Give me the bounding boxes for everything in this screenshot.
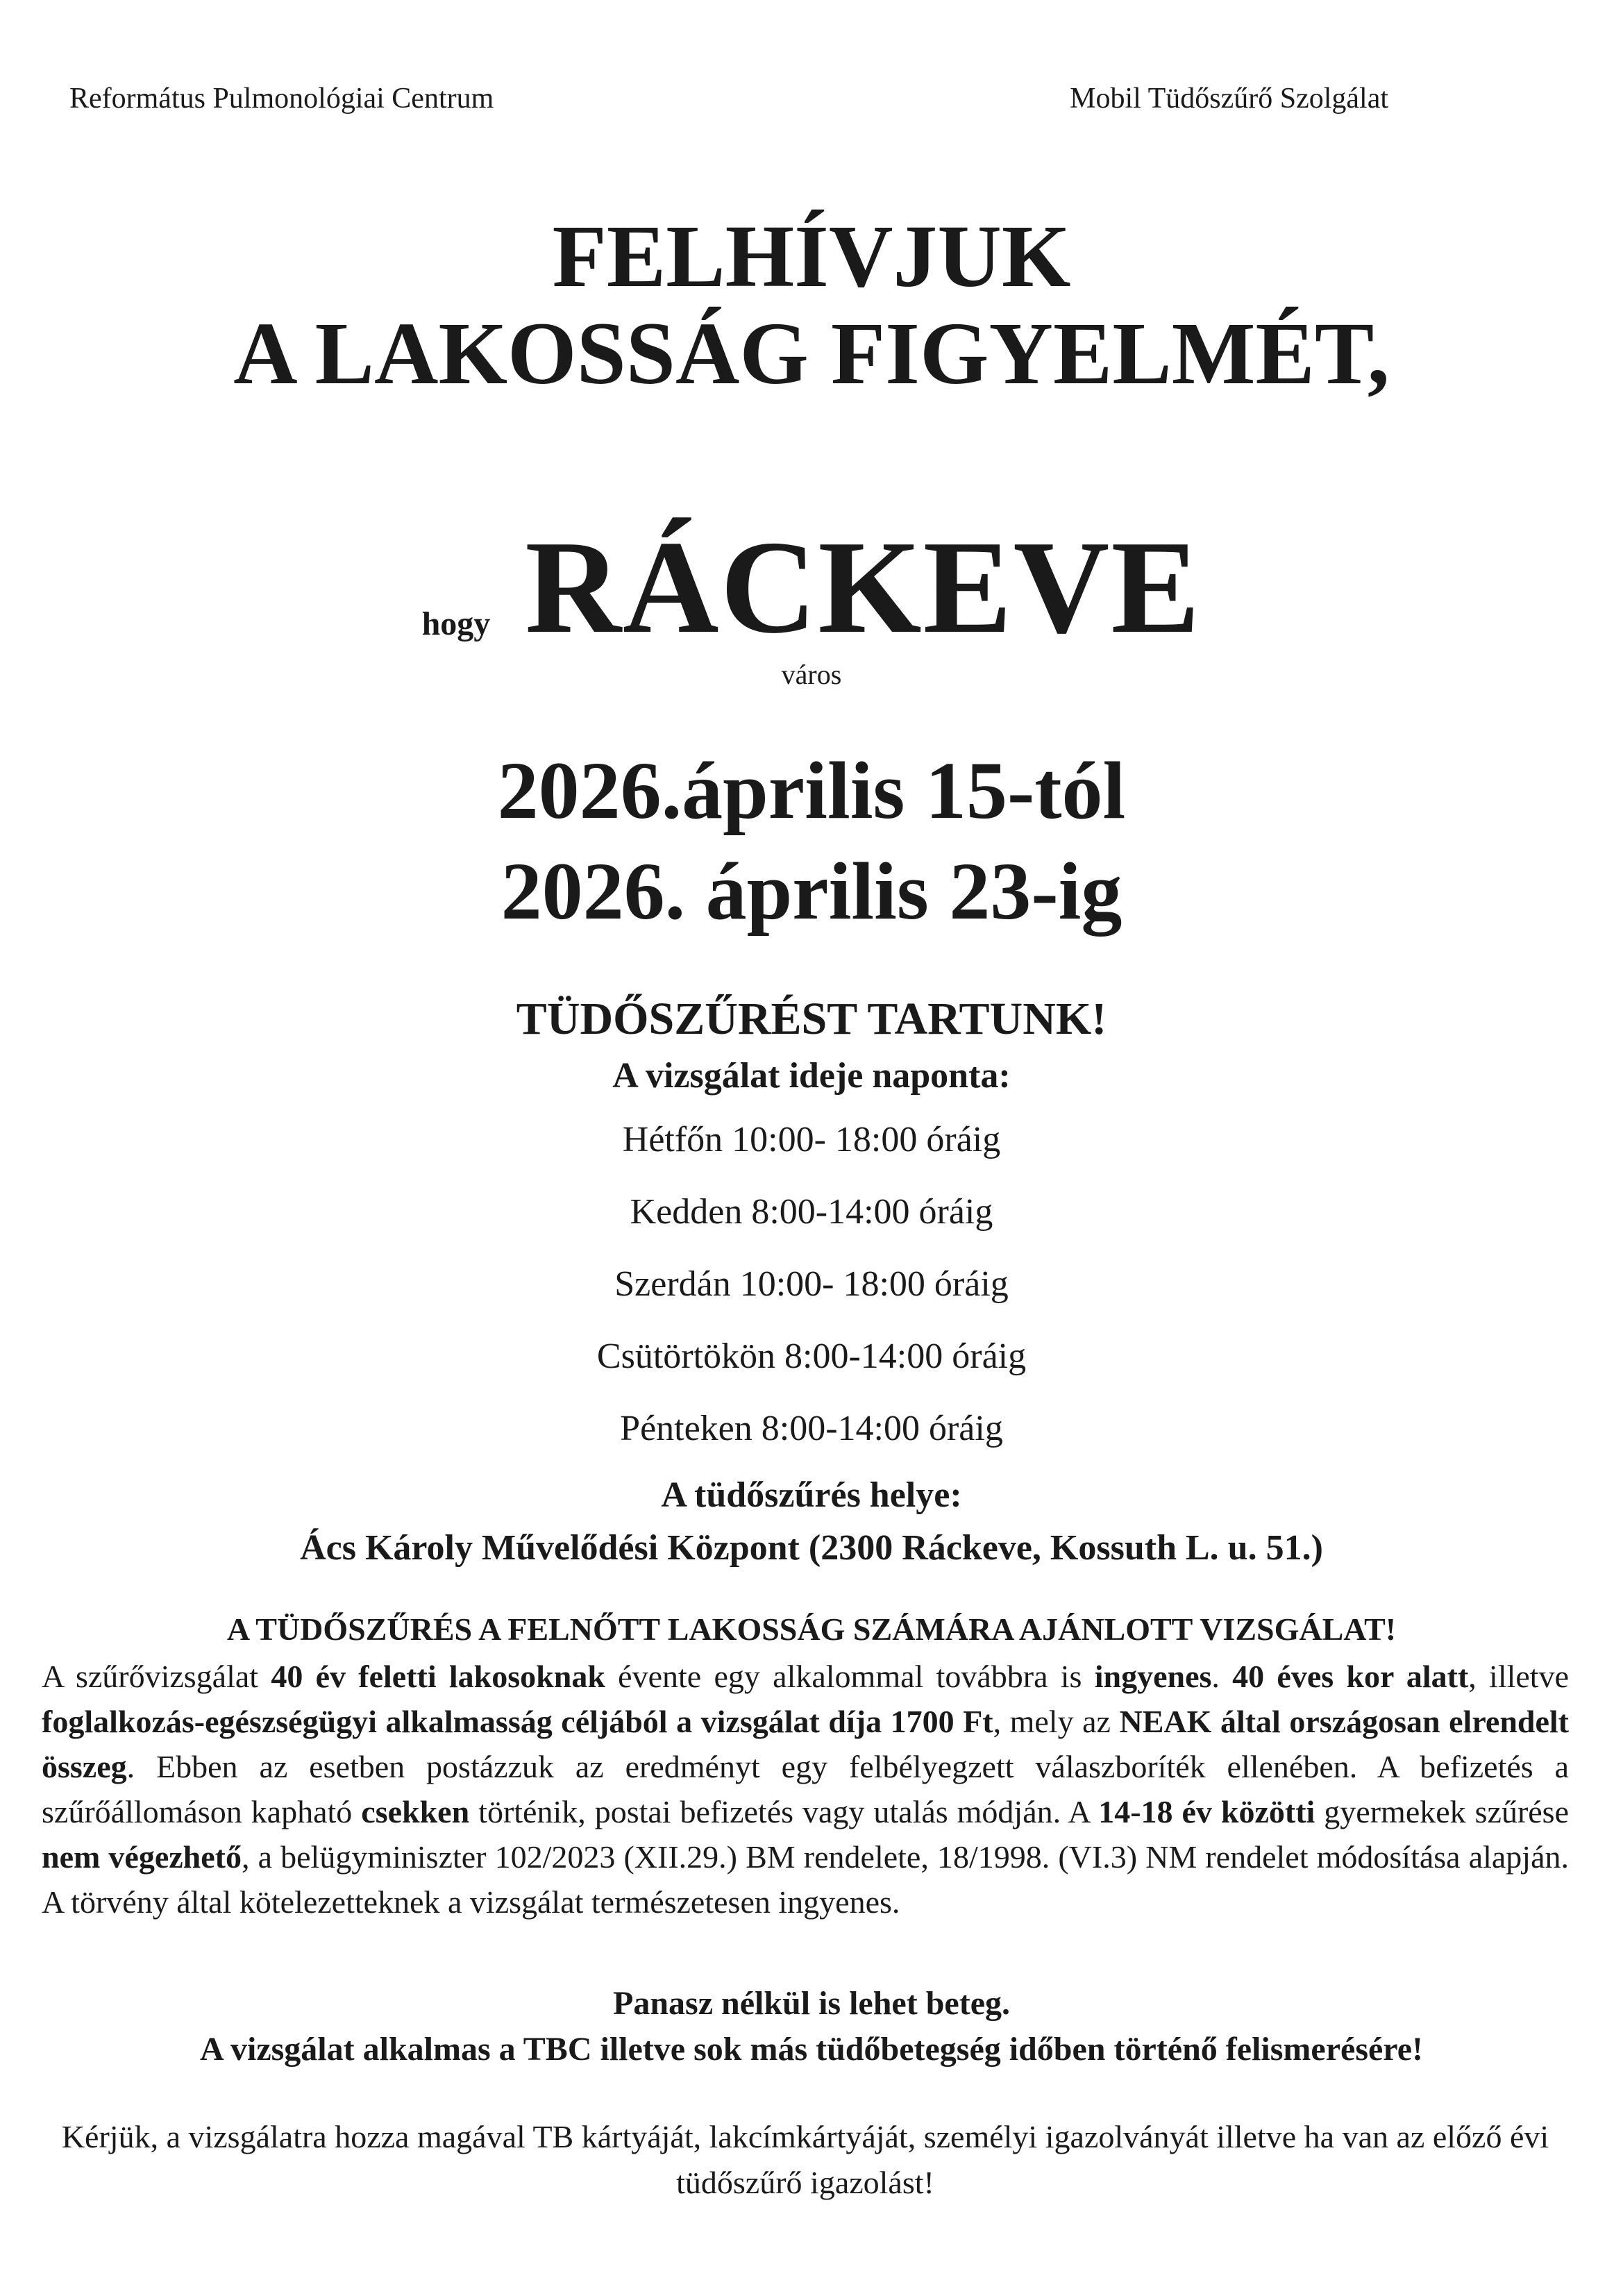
paragraph-segment: . xyxy=(1211,1659,1233,1694)
recommendation-notice: A TÜDŐSZŰRÉS A FELNŐTT LAKOSSÁG SZÁMÁRA AJÁNLOTT VIZSGÁLAT! xyxy=(226,1611,1397,1647)
city-suffix: város xyxy=(781,659,842,690)
schedule-day: Szerdán 10:00- 18:00 óráig xyxy=(614,1264,1009,1304)
paragraph-segment: A szűrővizsgálat xyxy=(42,1659,271,1694)
paragraph-bold-segment: 40 éves kor alatt xyxy=(1232,1659,1469,1694)
title-line-2: A LAKOSSÁG FIGYELMÉT, xyxy=(233,304,1390,403)
city-name: RÁCKEVE xyxy=(525,513,1202,661)
location-heading: A tüdőszűrés helye: xyxy=(661,1475,962,1515)
paragraph-bold-segment: 40 év feletti lakosoknak xyxy=(271,1659,605,1694)
paragraph-bold-segment: csekken xyxy=(361,1794,470,1829)
date-to: 2026. április 23-ig xyxy=(501,846,1122,937)
schedule-day: Pénteken 8:00-14:00 óráig xyxy=(620,1409,1003,1448)
city-line xyxy=(0,513,1623,661)
paragraph-segment: gyermekek szűrése xyxy=(1315,1794,1569,1829)
paragraph-bold-segment: foglalkozás-egészségügyi alkalmasság céljából a vizsgálat díja 1700 Ft xyxy=(42,1704,993,1739)
header-service: Mobil Tüdőszűrő Szolgálat xyxy=(1070,83,1388,115)
paragraph-bold-segment: ingyenes xyxy=(1094,1659,1212,1694)
paragraph-segment: évente egy alkalommal továbbra is xyxy=(605,1659,1095,1694)
header-organization: Református Pulmonológiai Centrum xyxy=(69,83,494,115)
paragraph-bold-segment: nem végezhető xyxy=(42,1839,242,1875)
paragraph-bold-segment: 14-18 év közötti xyxy=(1098,1794,1315,1829)
paragraph-segment: történik, postai befizetés vagy utalás módján. A xyxy=(469,1794,1099,1829)
closing-line-2: A vizsgálat alkalmas a TBC illetve sok más tüdőbetegség időben történő felismerésére! xyxy=(199,2031,1424,2068)
paragraph-segment: , illetve xyxy=(1468,1659,1569,1694)
paragraph-segment: , a belügyminiszter 102/2023 (XII.29.) BM rendelete, 18/1998. (VI.3) NM rendelet módosítása alapján. A törvény által kötelezetteknek a vizsgálat természetesen ingyenes. xyxy=(42,1839,1569,1920)
city-prefix: hogy xyxy=(421,605,491,642)
schedule-day: Hétfőn 10:00- 18:00 óráig xyxy=(622,1120,1001,1159)
fee-information-paragraph xyxy=(42,1654,1569,1925)
schedule-day: Csütörtökön 8:00-14:00 óráig xyxy=(596,1336,1027,1376)
documents-request: Kérjük, a vizsgálatra hozza magával TB kártyáját, lakcímkártyáját, személyi igazolványát illetve ha van az előző évi tüdőszűrő igazolást! xyxy=(61,2119,1549,2200)
paragraph-bold-segment: NEAK által országosan elrendelt összeg xyxy=(42,1704,1569,1784)
closing-line-1: Panasz nélkül is lehet beteg. xyxy=(613,1985,1010,2022)
title-line-1: FELHÍVJUK xyxy=(552,207,1071,305)
paragraph-segment: , mely az xyxy=(993,1704,1120,1739)
schedule-day: Kedden 8:00-14:00 óráig xyxy=(630,1192,993,1232)
location-address: Ács Károly Művelődési Központ (2300 Ráckeve, Kossuth L. u. 51.) xyxy=(300,1528,1323,1568)
date-from: 2026.április 15-tól xyxy=(497,745,1126,836)
schedule-heading: A vizsgálat ideje naponta: xyxy=(612,1056,1011,1096)
announcement-heading: TÜDŐSZŰRÉST TARTUNK! xyxy=(516,994,1107,1044)
paragraph-segment: . Ebben az esetben postázzuk az eredményt egy felbélyegzett válaszboríték ellenében. A befizetés a szűrőállomáson kapható xyxy=(42,1749,1569,1829)
